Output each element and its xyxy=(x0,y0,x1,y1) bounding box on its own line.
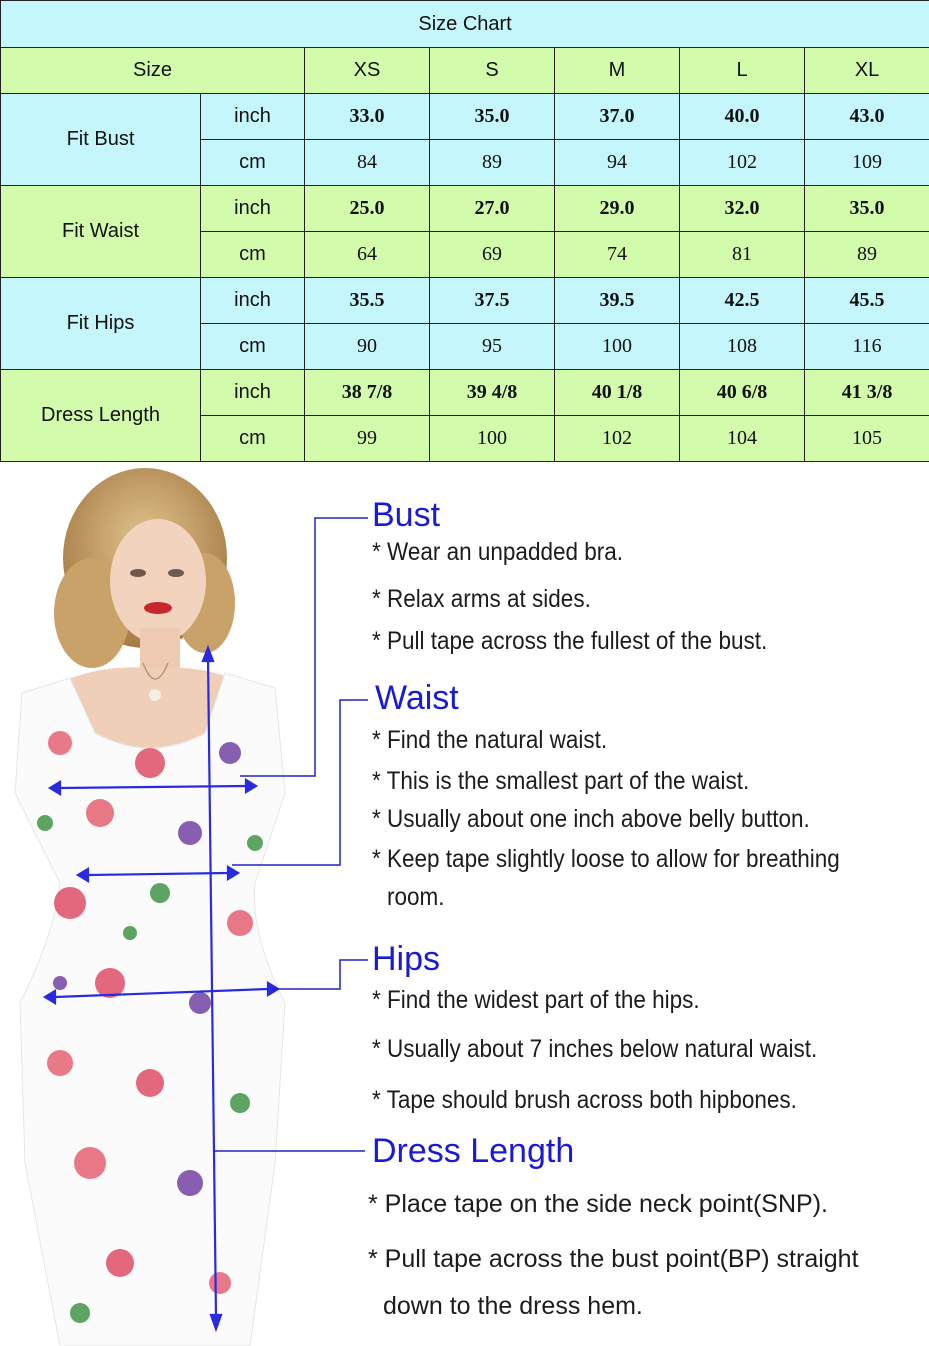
value-cell: 105 xyxy=(805,416,929,462)
measure-label-bust: Fit Bust xyxy=(1,94,201,186)
dress-length-tip: * Place tape on the side neck point(SNP). xyxy=(368,1190,828,1218)
measure-label-dress-length: Dress Length xyxy=(1,370,201,462)
hips-tip: * Find the widest part of the hips. xyxy=(372,986,700,1014)
hips-tip: * Usually about 7 inches below natural waist. xyxy=(372,1035,818,1063)
value-cell: 39 4/8 xyxy=(430,370,555,416)
size-header-xs: XS xyxy=(305,48,430,94)
waist-tip: * Find the natural waist. xyxy=(372,726,608,754)
dress-length-heading: Dress Length xyxy=(372,1132,575,1170)
bust-tip: * Wear an unpadded bra. xyxy=(372,538,624,566)
value-cell: 40 1/8 xyxy=(555,370,680,416)
value-cell: 38 7/8 xyxy=(305,370,430,416)
bust-tip: * Relax arms at sides. xyxy=(372,585,591,613)
value-cell: 41 3/8 xyxy=(805,370,929,416)
value-cell: 99 xyxy=(305,416,430,462)
value-cell: 25.0 xyxy=(305,186,430,232)
waist-tip: * Keep tape slightly loose to allow for breathing xyxy=(372,845,840,873)
table-row-length-inch xyxy=(1,370,929,416)
value-cell: 102 xyxy=(555,416,680,462)
unit-label-inch: inch xyxy=(201,94,305,140)
value-cell: 32.0 xyxy=(680,186,805,232)
value-cell: 40 6/8 xyxy=(680,370,805,416)
table-row-bust-inch xyxy=(1,94,929,140)
value-cell: 33.0 xyxy=(305,94,430,140)
unit-label-inch: inch xyxy=(201,186,305,232)
size-header-s: S xyxy=(430,48,555,94)
size-header-m: M xyxy=(555,48,680,94)
measure-label-waist: Fit Waist xyxy=(1,186,201,278)
bust-tip: * Pull tape across the fullest of the bust. xyxy=(372,627,768,655)
unit-label-inch: inch xyxy=(201,370,305,416)
value-cell: 109 xyxy=(805,140,929,186)
value-cell: 37.0 xyxy=(555,94,680,140)
value-cell: 40.0 xyxy=(680,94,805,140)
value-cell: 42.5 xyxy=(680,278,805,324)
value-cell: 108 xyxy=(680,324,805,370)
bust-heading: Bust xyxy=(372,496,441,534)
waist-heading: Waist xyxy=(375,679,459,717)
table-row-hips-inch xyxy=(1,278,929,324)
value-cell: 39.5 xyxy=(555,278,680,324)
measurement-guide xyxy=(0,463,929,1346)
value-cell: 35.5 xyxy=(305,278,430,324)
unit-label-cm: cm xyxy=(201,416,305,462)
value-cell: 35.0 xyxy=(430,94,555,140)
value-cell: 27.0 xyxy=(430,186,555,232)
value-cell: 90 xyxy=(305,324,430,370)
value-cell: 116 xyxy=(805,324,929,370)
size-column-header: Size xyxy=(1,48,305,94)
value-cell: 94 xyxy=(555,140,680,186)
table-row-waist-inch xyxy=(1,186,929,232)
unit-label-cm: cm xyxy=(201,324,305,370)
unit-label-cm: cm xyxy=(201,140,305,186)
value-cell: 69 xyxy=(430,232,555,278)
unit-label-inch: inch xyxy=(201,278,305,324)
size-chart-table xyxy=(0,0,929,462)
size-chart-title: Size Chart xyxy=(1,1,929,48)
waist-tip: * This is the smallest part of the waist. xyxy=(372,767,750,795)
value-cell: 37.5 xyxy=(430,278,555,324)
value-cell: 102 xyxy=(680,140,805,186)
size-header-l: L xyxy=(680,48,805,94)
value-cell: 89 xyxy=(430,140,555,186)
value-cell: 104 xyxy=(680,416,805,462)
hips-tip: * Tape should brush across both hipbones. xyxy=(372,1086,797,1114)
waist-tip-continued: room. xyxy=(387,883,445,911)
value-cell: 74 xyxy=(555,232,680,278)
value-cell: 29.0 xyxy=(555,186,680,232)
value-cell: 100 xyxy=(430,416,555,462)
value-cell: 43.0 xyxy=(805,94,929,140)
size-header-xl: XL xyxy=(805,48,929,94)
value-cell: 45.5 xyxy=(805,278,929,324)
dress-length-tip: * Pull tape across the bust point(BP) straight xyxy=(368,1245,859,1273)
value-cell: 64 xyxy=(305,232,430,278)
waist-tip: * Usually about one inch above belly button. xyxy=(372,805,810,833)
value-cell: 89 xyxy=(805,232,929,278)
value-cell: 100 xyxy=(555,324,680,370)
value-cell: 81 xyxy=(680,232,805,278)
measure-label-hips: Fit Hips xyxy=(1,278,201,370)
hips-heading: Hips xyxy=(372,940,441,978)
unit-label-cm: cm xyxy=(201,232,305,278)
value-cell: 95 xyxy=(430,324,555,370)
value-cell: 84 xyxy=(305,140,430,186)
dress-length-tip-continued: down to the dress hem. xyxy=(383,1292,643,1320)
value-cell: 35.0 xyxy=(805,186,929,232)
